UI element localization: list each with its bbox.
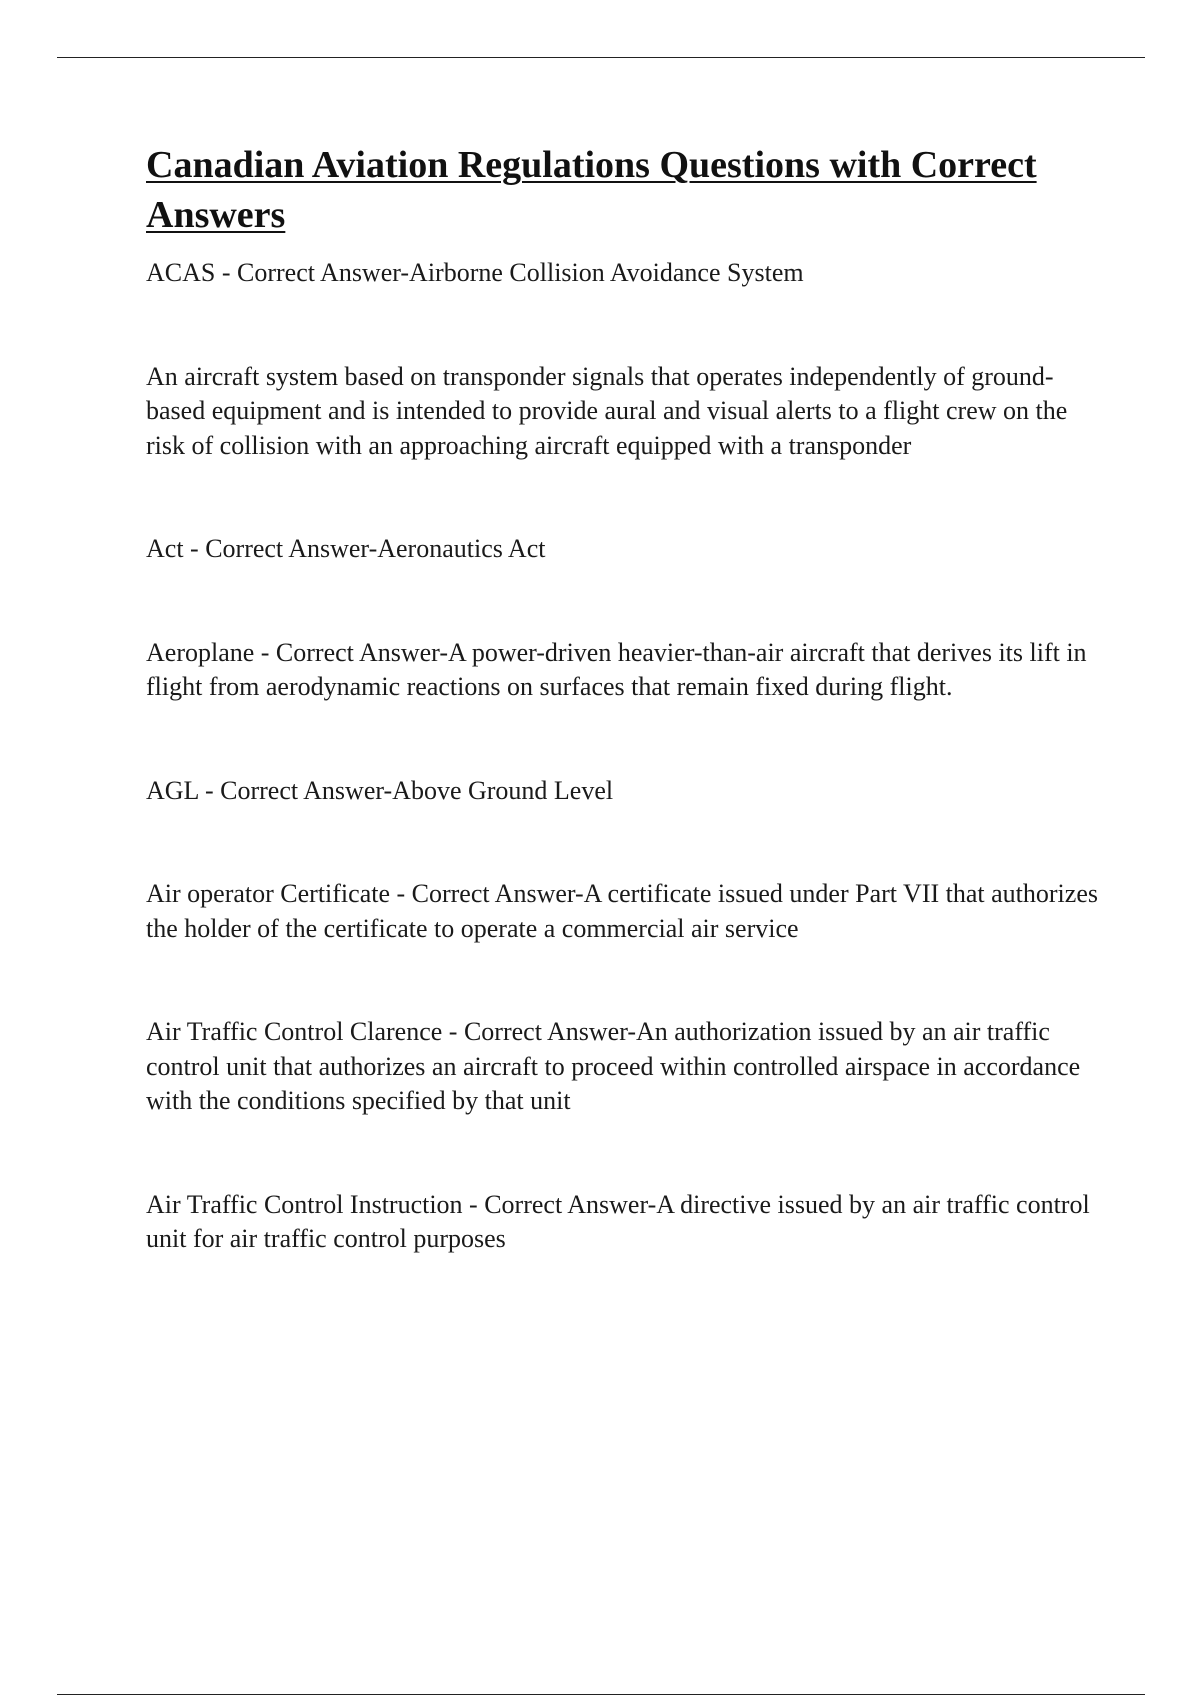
entry-atc-instruction: Air Traffic Control Instruction - Correct Answer-A directive issued by an air traffic control unit for air traffic control purposes [146, 1189, 1090, 1253]
entry-act: Act - Correct Answer-Aeronautics Act [146, 534, 546, 563]
entry-aeroplane: Aeroplane - Correct Answer-A power-driven heavier-than-air aircraft that derives its lift in flight from aerodynamic reactions on surfaces that remain fixed during flight. [146, 637, 1087, 701]
document-body [146, 140, 1106, 1257]
entry-acas: ACAS - Correct Answer-Airborne Collision Avoidance System [146, 258, 804, 287]
entry-air-operator-certificate: Air operator Certificate - Correct Answer-A certificate issued under Part VII that authorizes the holder of the certificate to operate a commercial air service [146, 879, 1098, 943]
bottom-rule [57, 1694, 1145, 1695]
top-rule [57, 57, 1145, 58]
document-title: Canadian Aviation Regulations Questions with Correct Answers [146, 144, 1037, 236]
entry-atc-clearance: Air Traffic Control Clarence - Correct Answer-An authorization issued by an air traffic control unit that authorizes an aircraft to proceed within controlled airspace in accordance with the conditions specified by that unit [146, 1017, 1081, 1115]
entry-agl: AGL - Correct Answer-Above Ground Level [146, 775, 614, 805]
entry-acas-description: An aircraft system based on transponder signals that operates independently of ground-based equipment and is intended to provide aural and visual alerts to a flight crew on the risk of collision with an approaching aircraft equipped with a transponder [146, 361, 1068, 460]
